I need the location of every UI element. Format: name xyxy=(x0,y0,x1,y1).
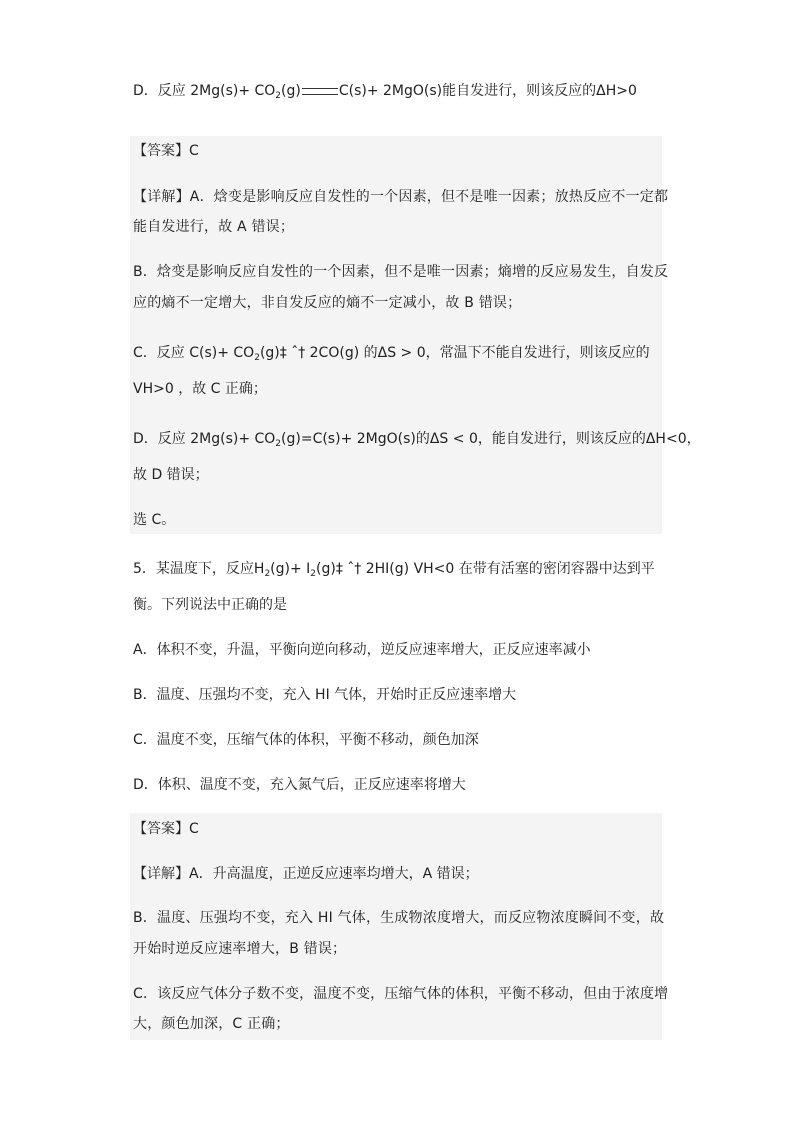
q4-answer: 【答案】C xyxy=(133,143,199,159)
q5-detail-c-line1: C．该反应气体分子数不变，温度不变，压缩气体的体积，平衡不移动，但由于浓度增 xyxy=(133,986,669,1002)
q4-select: 选 C。 xyxy=(133,512,176,528)
q5-option-d: D．体积、温度不变，充入氮气后，正反应速率将增大 xyxy=(133,777,466,793)
q5-option-a: A．体积不变，升温，平衡向逆向移动，逆反应速率增大，正反应速率减小 xyxy=(133,642,591,658)
q4-detail-b-line2: 应的熵不一定增大，非自发反应的熵不一定减小，故 B 错误； xyxy=(133,295,522,311)
q5-detail-a: 【详解】A．升高温度，正逆反应速率均增大，A 错误； xyxy=(133,866,479,882)
q4-detail-a-line1: 【详解】A．焓变是影响反应自发性的一个因素，但不是唯一因素；放热反应不一定都 xyxy=(133,189,669,205)
q5-detail-c-line2: 大，颜色加深，C 正确； xyxy=(133,1016,290,1032)
q5-stem-line1: 5．某温度下，反应$H_2(g)+$ $I_2(g)\ddagger$ ˆ† 2HI(g) VH<0 在带有活塞的密闭容器中达到平 xyxy=(133,561,655,579)
q5-option-c: C．温度不变，压缩气体的体积，平衡不移动，颜色加深 xyxy=(133,732,479,748)
q4-detail-d-line1: D．反应 $2Mg(s)+ CO_2(g)=C(s)+ 2MgO(s)$的ΔS < 0，能自发进行，则该反应的ΔH<0， xyxy=(133,431,701,449)
q5-answer: 【答案】C xyxy=(133,821,199,837)
q5-stem-line2: 衡。下列说法中正确的是 xyxy=(133,597,287,613)
q5-detail-b-line2: 开始时逆反应速率增大，B 错误； xyxy=(133,941,347,957)
q5-detail-b-line1: B．温度、压强均不变，充入 HI 气体，生成物浓度增大，而反应物浓度瞬间不变，故 xyxy=(133,910,665,926)
q4-detail-a-line2: 能自发进行，故 A 错误； xyxy=(133,219,295,235)
q4-detail-b-line1: B．焓变是影响反应自发性的一个因素，但不是唯一因素；熵增的反应易发生，自发反 xyxy=(133,264,669,280)
q5-option-b: B．温度、压强均不变，充入 HI 气体，开始时正反应速率增大 xyxy=(133,687,517,703)
q4-detail-c-line2: VH>0 ，故 C 正确； xyxy=(133,381,267,397)
q4-detail-c-line1: C．反应 $C(s)+ CO_2(g)\ddagger$ ˆ† 2CO(g) 的ΔS > 0，常温下不能自发进行，则该反应的 xyxy=(133,345,650,363)
q4-detail-d-line2: 故 D 错误； xyxy=(133,467,209,483)
reaction-arrow-icon xyxy=(302,88,338,95)
q4-option-d: D．反应 $2Mg(s)+ CO_2(g)$ C(s)+ 2MgO(s)能自发进行，则该反应的ΔH>0 xyxy=(133,83,637,101)
